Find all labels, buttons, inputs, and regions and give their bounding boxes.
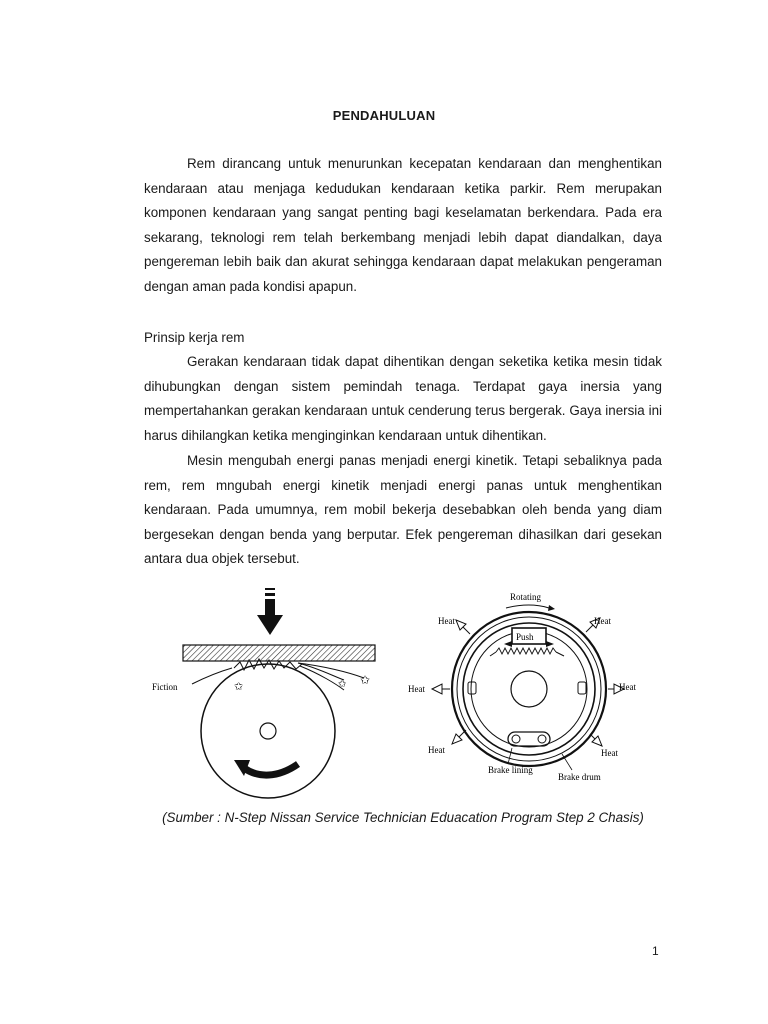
drum-hub xyxy=(511,671,547,707)
push-label: Push xyxy=(516,632,534,642)
spark-star-icon: ✩ xyxy=(234,681,244,693)
heat-arrow-icon xyxy=(452,730,466,744)
heat-label: Heat xyxy=(594,616,611,626)
page-title: PENDAHULUAN xyxy=(332,108,436,123)
page-number: 1 xyxy=(652,944,659,958)
rotating-label: Rotating xyxy=(510,592,541,602)
spark-star-icon: ✩ xyxy=(360,673,371,687)
paragraph-inertia: Gerakan kendaraan tidak dapat dihentikan dengan seketika ketika mesin tidak dihubungkan dengan sistem pemindah tenaga. Terdapat gaya inersia yang mempertahankan gerakan kendaraan untuk cenderung terus bergerak. Gaya inersia ini harus dihilangkan ketika menginginkan kendaraan untuk dihentikan. xyxy=(144,354,662,443)
heat-label: Heat xyxy=(408,684,425,694)
down-arrow-icon xyxy=(257,588,283,635)
paragraph-energy: Mesin mengubah energi panas menjadi energi kinetik. Tetapi sebaliknya pada rem, rem mngubah energi kinetik menjadi energi panas untuk menghentikan kendaraan. Pada umumnya, rem mobil bekerja desebabkan oleh benda yang diam bergesekan dengan benda yang berputar. Efek pengereman dihasilkan dari gesekan antara dua objek tersebut. xyxy=(144,453,662,567)
heat-arrow-icon xyxy=(432,684,450,694)
anchor-pin xyxy=(508,732,550,746)
intro-paragraph: Rem dirancang untuk menurunkan kecepatan kendaraan dan menghentikan kendaraan atau menjaga kedudukan kendaraan ketika parkir. Rem merupakan komponen kendaraan yang sangat penting bagi keselamatan berkendara. Pada era sekarang, teknologi rem telah berkembang menjadi lebih dapat diandalkan, daya pengereman lebih baik dan akurat sehingga kendaraan dapat melakukan pengeraman dengan aman pada kondisi apapun. xyxy=(144,156,662,294)
friction-label: Fiction xyxy=(152,682,178,692)
figure-caption: (Sumber : N-Step Nissan Service Technician Eduacation Program Step 2 Chasis) xyxy=(162,810,644,825)
brake-lining-label: Brake lining xyxy=(488,765,533,775)
heat-arrow-icon xyxy=(590,734,602,746)
heat-arrow-icon xyxy=(456,620,470,634)
heat-label: Heat xyxy=(428,745,445,755)
friction-diagram xyxy=(148,580,388,816)
drum-brake-diagram xyxy=(404,588,654,788)
heat-label: Heat xyxy=(438,616,455,626)
wheel-hub xyxy=(260,723,276,739)
section-heading: Prinsip kerja rem xyxy=(144,330,245,345)
rotation-arrow-icon xyxy=(234,760,298,776)
brake-pad-plate xyxy=(183,645,375,661)
return-spring xyxy=(496,648,556,654)
rotating-arrow-icon xyxy=(506,605,555,611)
brake-drum-label: Brake drum xyxy=(558,772,601,782)
heat-label: Heat xyxy=(601,748,618,758)
spark-star-icon: ✩ xyxy=(338,679,347,690)
heat-label: Heat xyxy=(619,682,636,692)
